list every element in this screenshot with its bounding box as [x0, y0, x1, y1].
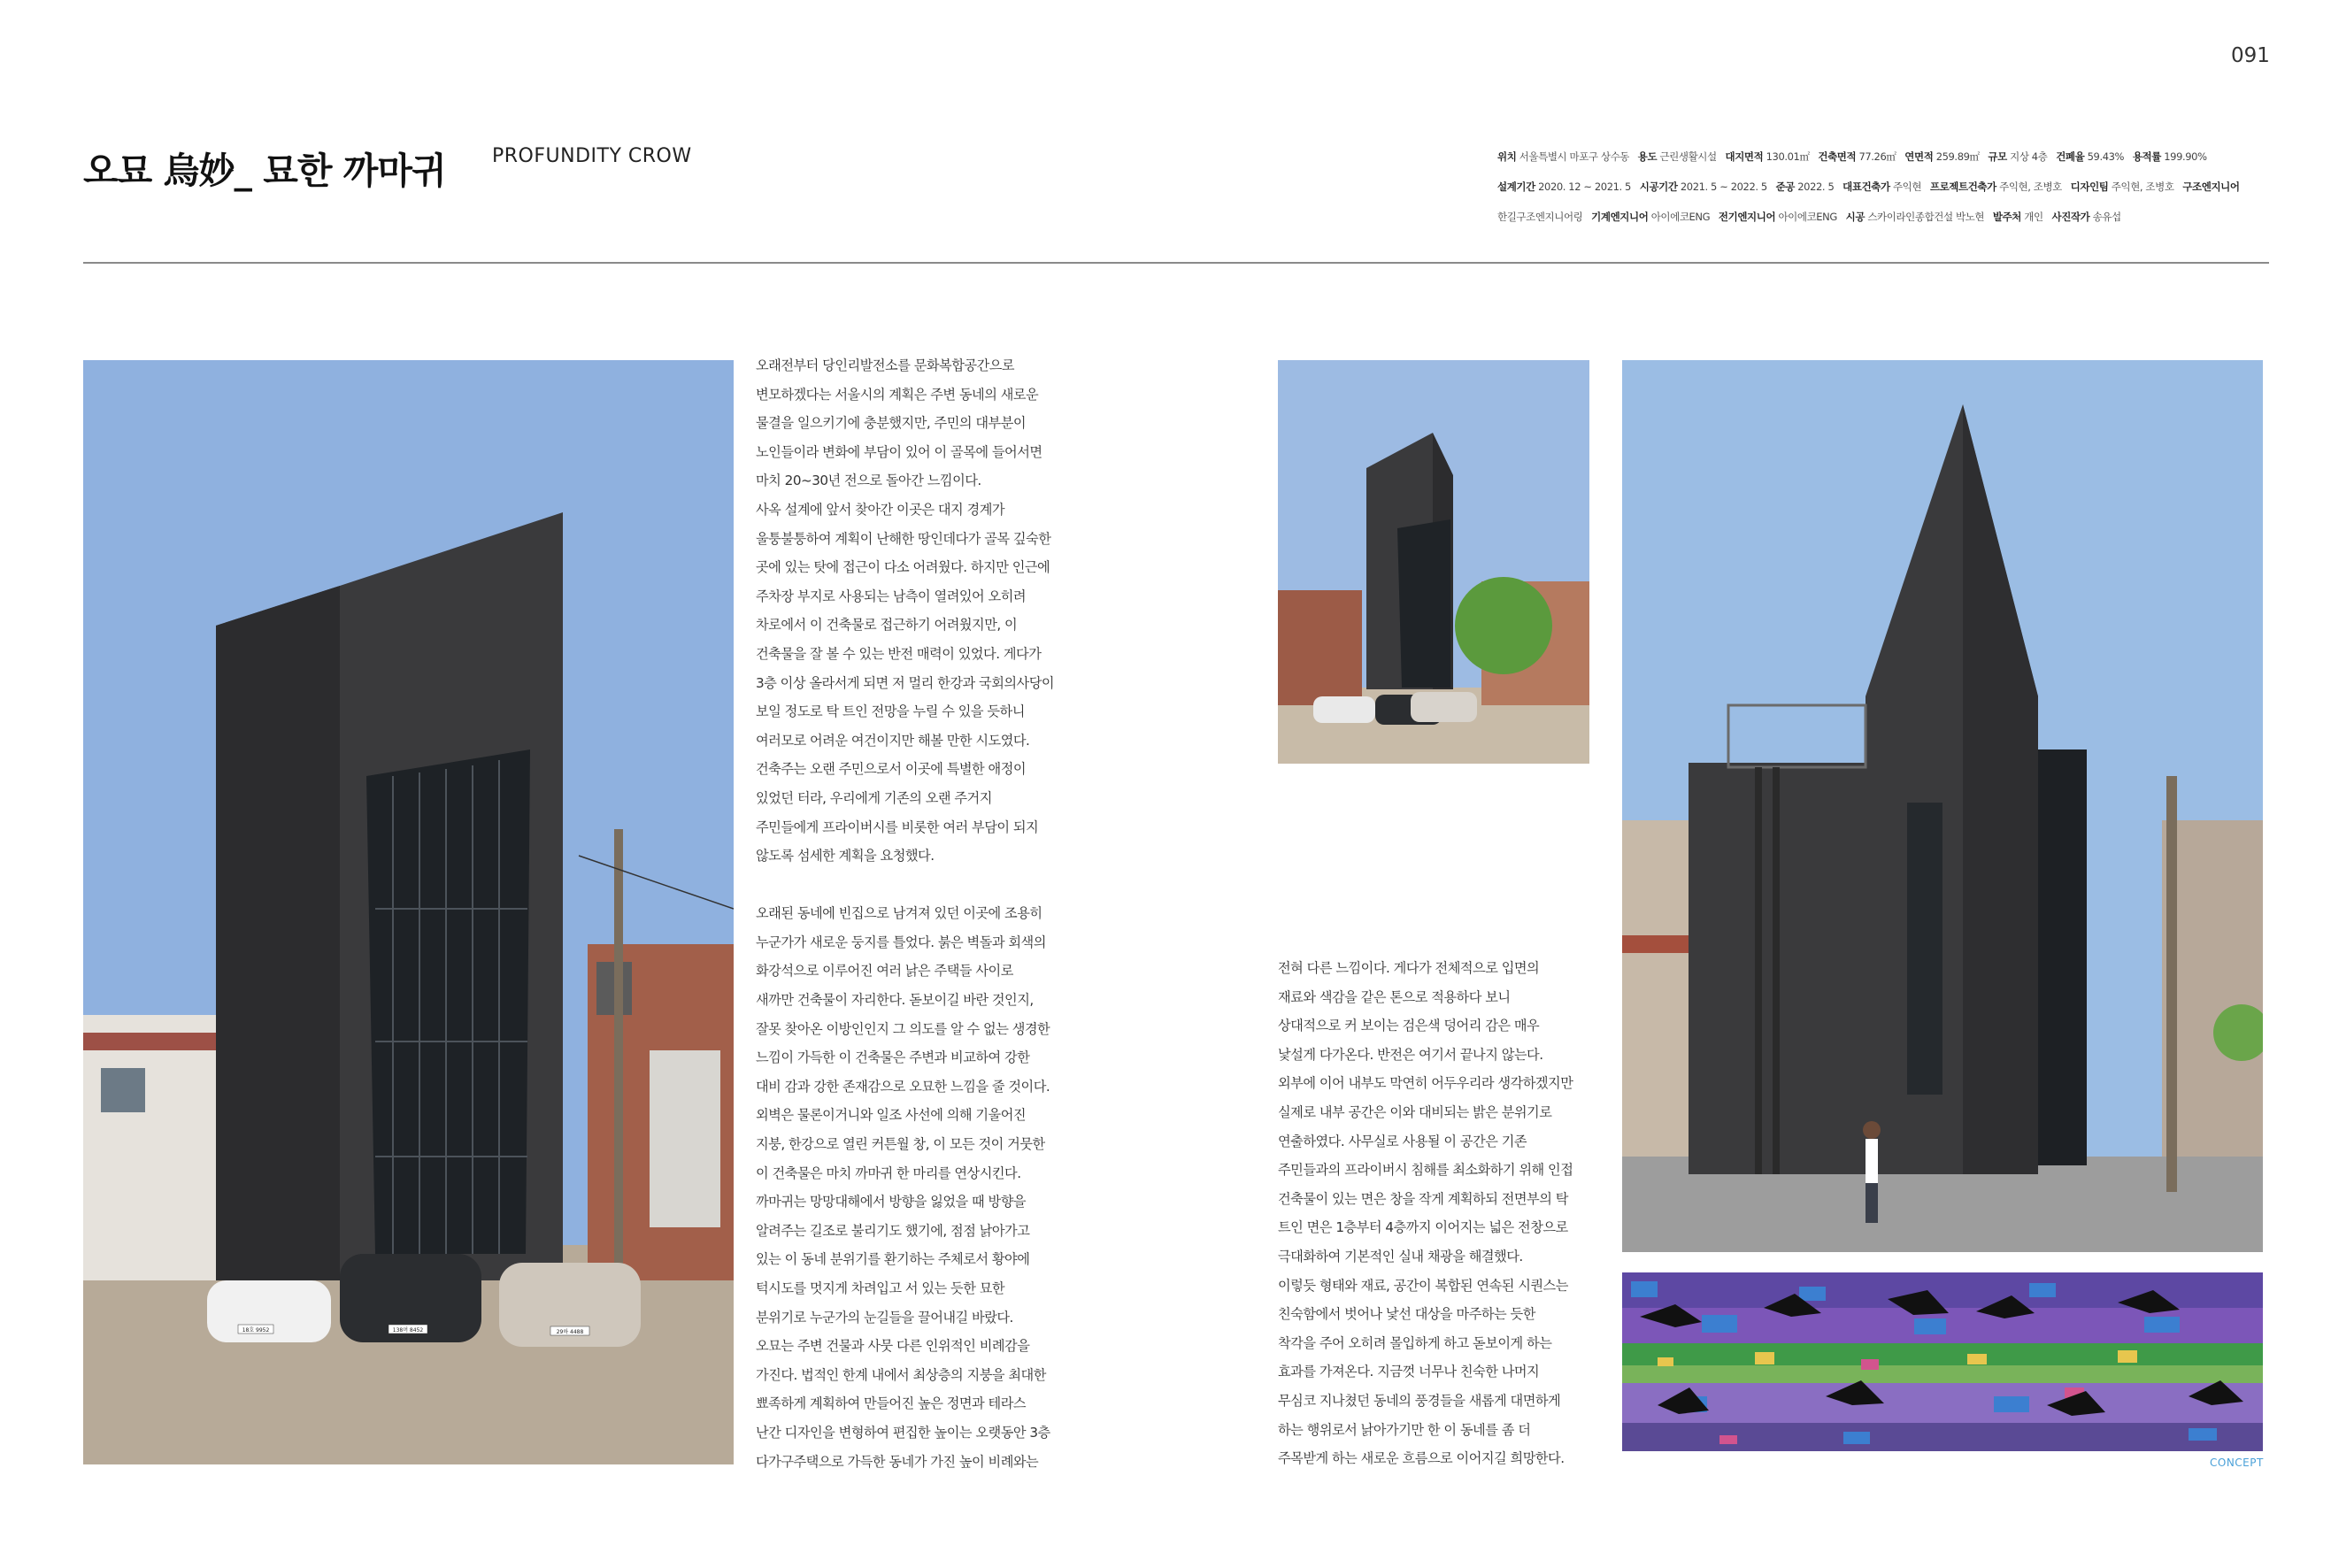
credit-value: 한길구조엔지니어링: [1497, 211, 1583, 223]
credit-value: 아이에코ENG: [1650, 211, 1711, 223]
body-text-line: 실제로 내부 공간은 이와 대비되는 밝은 분위기로: [1278, 1103, 1552, 1120]
body-text-line: 재료와 색감을 같은 톤으로 적용하다 보니: [1278, 988, 1511, 1005]
credit-value: 130.01㎡: [1766, 150, 1810, 163]
building-front-photo: [83, 360, 734, 1464]
concept-pattern-image: [1622, 1272, 2263, 1451]
body-text-line: 누군가가 새로운 둥지를 틀었다. 붉은 벽돌과 회색의: [756, 934, 1046, 950]
body-text-line: 난간 디자인을 변형하여 편집한 높이는 오랫동안 3층: [756, 1424, 1050, 1441]
credit-label: 발주처: [1992, 211, 2022, 223]
credit-label: 시공기간: [1639, 181, 1678, 193]
car-plate-1: 18호 9952: [242, 1327, 270, 1334]
credit-label: 규모: [1988, 150, 2007, 163]
body-text-line: 노인들이라 변화에 부담이 있어 이 골목에 들어서면: [756, 443, 1042, 460]
credit-label: 연면적: [1904, 150, 1934, 163]
body-text-line: 주민들과의 프라이버시 침해를 최소화하기 위해 인접: [1278, 1162, 1573, 1179]
page-subtitle: PROFUNDITY CROW: [492, 145, 692, 167]
credit-value: 77.26㎡: [1858, 150, 1896, 163]
body-text-line: 주차장 부지로 사용되는 남측이 열려있어 오히려: [756, 588, 1027, 604]
page-title: 오묘 烏妙_ 묘한 까마귀: [83, 150, 446, 192]
body-text-line: 까마귀는 망망대해에서 방향을 잃었을 때 방향을: [756, 1194, 1027, 1211]
credit-value: 주익현, 조병호: [2111, 181, 2174, 193]
credit-value: 지상 4층: [2010, 150, 2048, 163]
body-text-line: 낯설게 다가온다. 반전은 여기서 끝나지 않는다.: [1278, 1046, 1543, 1063]
credit-label: 준공: [1775, 181, 1795, 193]
body-text-line: 지붕, 한강으로 열린 커튼월 창, 이 모든 것이 거뭇한: [756, 1136, 1045, 1153]
credit-label: 디자인팀: [2070, 181, 2109, 193]
credit-value: 2020. 12 ~ 2021. 5: [1538, 181, 1631, 193]
credit-label: 용도: [1637, 150, 1658, 163]
body-text-line: 상대적으로 커 보이는 검은색 덩어리 감은 매우: [1278, 1018, 1540, 1034]
body-text-line: 물결을 일으키기에 충분했지만, 주민의 대부분이: [756, 415, 1027, 432]
body-text-line: 잘못 찾아온 이방인인지 그 의도를 알 수 없는 생경한: [756, 1020, 1050, 1037]
body-text-line: 변모하겠다는 서울시의 계획은 주변 동네의 새로운: [756, 386, 1039, 403]
credit-label: 대표건축가: [1842, 181, 1890, 193]
car-plate-2: 138머 8452: [392, 1327, 424, 1334]
body-text-line: 건축물이 있는 면은 창을 작게 계획하되 전면부의 탁: [1278, 1190, 1568, 1207]
body-text-line: 외벽은 물론이거니와 일조 사선에 의해 기울어진: [756, 1107, 1027, 1124]
body-text-line: 친숙함에서 벗어나 낯선 대상을 마주하는 듯한: [1278, 1306, 1535, 1323]
credit-value: 주익현: [1892, 181, 1922, 193]
body-text-line: 극대화하여 기본적인 실내 채광을 해결했다.: [1278, 1248, 1523, 1264]
body-text-line: 이 건축물은 마치 까마귀 한 마리를 연상시킨다.: [756, 1164, 1021, 1181]
body-text-line: 전혀 다른 느낌이다. 게다가 전체적으로 입면의: [1278, 960, 1540, 976]
project-credits: [1497, 142, 2267, 232]
body-text-line: 가진다. 법적인 한계 내에서 최상층의 지붕을 최대한: [756, 1366, 1046, 1383]
credit-label: 설계기간: [1497, 181, 1535, 193]
body-text-line: 곳에 있는 탓에 접근이 다소 어려웠다. 하지만 인근에: [756, 559, 1050, 576]
body-text-line: 있는 이 동네 분위기를 환기하는 주체로서 황야에: [756, 1251, 1030, 1268]
body-text-line: 사옥 설계에 앞서 찾아간 이곳은 대지 경계가: [756, 501, 1005, 518]
credit-label: 기계엔지니어: [1591, 211, 1649, 223]
credits-line-1: [1497, 142, 2267, 172]
credit-value: 서울특별시 마포구 상수동: [1519, 150, 1629, 163]
credit-value: 송유섭: [2092, 211, 2121, 223]
credit-label: 사진작가: [2051, 211, 2090, 223]
credit-value: 근린생활시설: [1659, 150, 1717, 163]
credit-label: 시공: [1845, 211, 1866, 223]
concept-pattern-illustration: [1622, 1272, 2263, 1451]
body-text-line: 다가구주택으로 가득한 동네가 가진 높이 비례와는: [756, 1453, 1039, 1470]
body-text-line: 효과를 가져온다. 지금껏 너무나 친숙한 나머지: [1278, 1364, 1540, 1380]
credit-label: 프로젝트건축가: [1929, 181, 1996, 193]
credits-line-2: [1497, 172, 2267, 202]
credit-label: 건폐율: [2056, 150, 2085, 163]
building-front-illustration: [83, 360, 734, 1464]
paragraph-break: [756, 871, 1074, 900]
credit-value: 스카이라인종합건설 박노현: [1867, 211, 1985, 223]
credit-label: 전기엔지니어: [1718, 211, 1776, 223]
credit-value: 주익현, 조병호: [1999, 181, 2062, 193]
body-text-line: 건축주는 오랜 주민으로서 이곳에 특별한 애정이: [756, 761, 1027, 778]
body-text-line: 뾰족하게 계획하여 만들어진 높은 정면과 테라스: [756, 1395, 1027, 1412]
body-text-line: 연출하였다. 사무실로 사용될 이 공간은 기존: [1278, 1133, 1527, 1149]
body-text-line: 알려주는 길조로 불리기도 했기에, 점점 낡아가고: [756, 1222, 1030, 1239]
body-text-line: 하는 행위로서 낡아가기만 한 이 동네를 좀 더: [1278, 1421, 1531, 1438]
credit-value: 259.89㎡: [1935, 150, 1980, 163]
body-text-line: 무심코 지나쳤던 동네의 풍경들을 새롭게 대면하게: [1278, 1392, 1561, 1409]
credit-label: 건축면적: [1818, 150, 1857, 163]
body-text-line: 차로에서 이 건축물로 접근하기 어려웠지만, 이: [756, 617, 1018, 634]
concept-caption: CONCEPT: [2210, 1457, 2264, 1469]
body-text-line: 3층 이상 올라서게 되면 저 멀리 한강과 국회의사당이: [756, 674, 1055, 691]
credit-label: 구조엔지니어: [2182, 181, 2240, 193]
body-text-column-2: [1278, 954, 1605, 1473]
body-text-line: 외부에 이어 내부도 막연히 어두우리라 생각하겠지만: [1278, 1075, 1573, 1092]
building-street-photo: [1278, 360, 1589, 764]
body-text-line: 있었던 터라, 우리에게 기존의 오랜 주거지: [756, 789, 992, 806]
body-text-line: 새까만 건축물이 자리한다. 돋보이길 바란 것인지,: [756, 992, 1034, 1009]
credit-value: 59.43%: [2087, 150, 2125, 163]
body-text-line: 울퉁불퉁하여 계획이 난해한 땅인데다가 골목 깊숙한: [756, 530, 1051, 547]
body-text-line: 이렇듯 형태와 재료, 공간이 복합된 연속된 시퀀스는: [1278, 1277, 1568, 1294]
body-text-line: 분위기로 누군가의 눈길들을 끌어내길 바랐다.: [756, 1309, 1013, 1326]
page-number: 091: [2231, 44, 2270, 67]
credit-value: 2022. 5: [1797, 181, 1835, 193]
body-text-line: 오래전부터 당인리발전소를 문화복합공간으로: [756, 357, 1015, 373]
body-text-line: 여러모로 어려운 여건이지만 해볼 만한 시도였다.: [756, 732, 1030, 749]
credit-value: 199.90%: [2164, 150, 2207, 163]
body-text-line: 마치 20~30년 전으로 돌아간 느낌이다.: [756, 473, 981, 489]
building-side-photo: [1622, 360, 2263, 1252]
body-text-line: 주민들에게 프라이버시를 비롯한 여러 부담이 되지: [756, 819, 1039, 835]
building-street-illustration: [1278, 360, 1589, 764]
body-text-line: 턱시도를 멋지게 차려입고 서 있는 듯한 묘한: [756, 1280, 1005, 1296]
car-plate-3: 29하 4488: [556, 1329, 584, 1335]
body-text-line: 오래된 동네에 빈집으로 남겨져 있던 이곳에 조용히: [756, 905, 1042, 922]
credit-label: 용적률: [2132, 150, 2161, 163]
body-text-line: 화강석으로 이루어진 여러 낡은 주택들 사이로: [756, 963, 1013, 980]
body-text-line: 대비 감과 강한 존재감으로 오묘한 느낌을 줄 것이다.: [756, 1078, 1050, 1095]
body-text-line: 않도록 섬세한 계획을 요청했다.: [756, 848, 935, 865]
credit-label: 대지면적: [1725, 150, 1764, 163]
credit-value: 2021. 5 ~ 2022. 5: [1680, 181, 1767, 193]
body-text-column-1: [756, 351, 1074, 1476]
body-text-line: 주목받게 하는 새로운 흐름으로 이어지길 희망한다.: [1278, 1450, 1565, 1467]
body-text-line: 착각을 주어 오히려 몰입하게 하고 돋보이게 하는: [1278, 1334, 1552, 1351]
body-text-line: 건축물을 잘 볼 수 있는 반전 매력이 있었다. 게다가: [756, 645, 1042, 662]
body-text-line: 느낌이 가득한 이 건축물은 주변과 비교하여 강한: [756, 1049, 1030, 1066]
credit-value: 개인: [2024, 211, 2043, 223]
body-text-line: 보일 정도로 탁 트인 전망을 누릴 수 있을 듯하니: [756, 703, 1025, 720]
credit-label: 위치: [1497, 150, 1517, 163]
header-divider: [83, 262, 2269, 264]
building-side-illustration: [1622, 360, 2263, 1252]
credits-line-3: [1497, 202, 2267, 232]
credit-value: 아이에코ENG: [1778, 211, 1837, 223]
body-text-line: 오묘는 주변 건물과 사뭇 다른 인위적인 비례감을: [756, 1338, 1030, 1355]
body-text-line: 트인 면은 1층부터 4층까지 이어지는 넓은 전창으로: [1278, 1219, 1568, 1236]
